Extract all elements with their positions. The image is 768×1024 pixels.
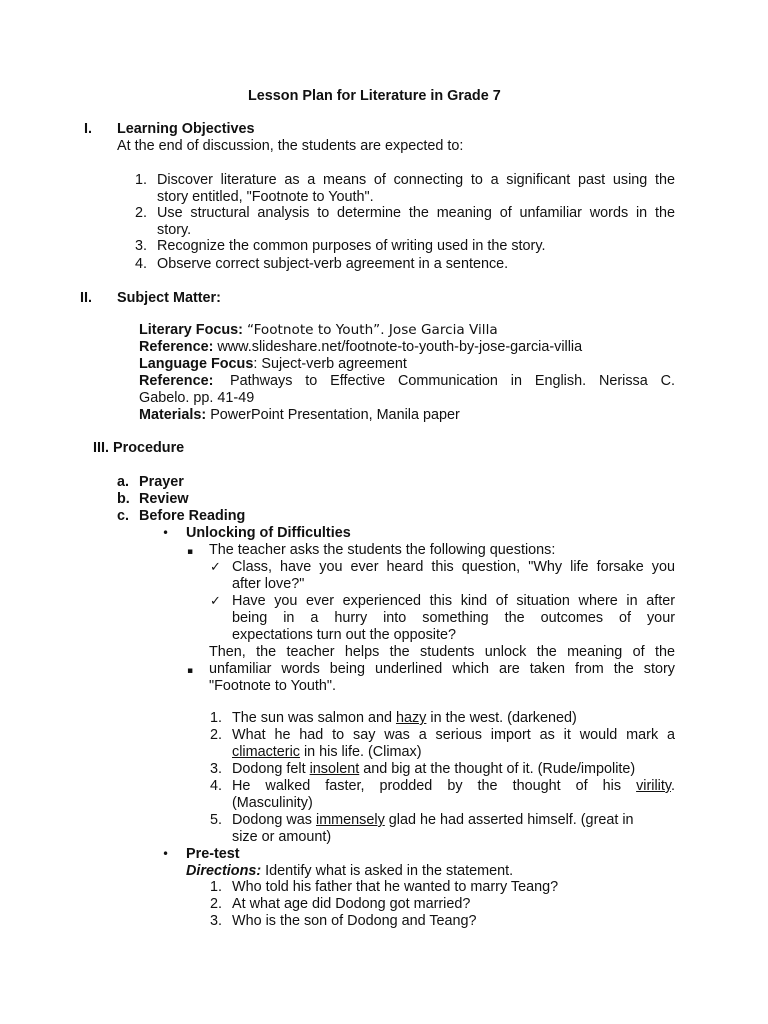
- vocab-1-post: in the west. (darkened): [426, 710, 577, 726]
- question-2-line1: Have you ever experienced this kind of situation where in after: [232, 593, 675, 609]
- objective-4-number: 4.: [135, 256, 148, 272]
- document-title: Lesson Plan for Literature in Grade 7: [248, 88, 501, 104]
- vocab-4-line2: (Masculinity): [232, 795, 313, 811]
- vocab-2-word: climacteric: [232, 744, 300, 760]
- vocab-3-number: 3.: [210, 761, 223, 777]
- vocab-1-word: hazy: [395, 710, 427, 726]
- section-1-number: I.: [84, 121, 92, 137]
- unlocking-heading: Unlocking of Difficulties: [186, 525, 351, 541]
- teacher-asks-text: The teacher asks the students the following questions:: [209, 542, 556, 558]
- vocab-1-pre: The sun was salmon and: [232, 710, 396, 726]
- pretest-q2-text: At what age did Dodong got married?: [232, 896, 471, 912]
- vocab-3-word: insolent: [309, 761, 360, 777]
- vocab-5-line1: [232, 812, 634, 829]
- section-1-intro: At the end of discussion, the students are expected to:: [117, 138, 464, 154]
- vocab-5-word: immensely: [316, 812, 385, 828]
- vocab-3-post: and big at the thought of it. (Rude/impolite): [359, 761, 636, 777]
- vocab-5-post: glad he had asserted himself. (great in: [384, 812, 634, 828]
- language-focus-line: [139, 356, 407, 373]
- pretest-q2-number: 2.: [210, 896, 223, 912]
- question-2-line2: being in a hurry into something the outcomes of your: [232, 610, 675, 626]
- objective-2-number: 2.: [135, 205, 148, 221]
- objective-3-text: Recognize the common purposes of writing used in the story.: [157, 238, 546, 254]
- objective-3-number: 3.: [135, 238, 148, 254]
- section-1-heading: Learning Objectives: [117, 121, 255, 137]
- square-bullet-icon: ▪: [187, 666, 194, 676]
- vocab-4-pre: He walked faster, prodded by the thought of his: [232, 778, 637, 794]
- objective-1-number: 1.: [135, 172, 148, 188]
- pretest-q3-number: 3.: [210, 913, 223, 929]
- reference-2-label: [139, 373, 213, 390]
- objective-1-line1: Discover literature as a means of connecting to a significant past using the: [157, 172, 675, 188]
- question-1-line1: Class, have you ever heard this question, "Why life forsake you: [232, 559, 675, 575]
- vocab-4-number: 4.: [210, 778, 223, 794]
- procedure-c-label: Before Reading: [139, 508, 246, 524]
- procedure-a-label: Prayer: [139, 474, 184, 490]
- objective-1-line2: story entitled, "Footnote to Youth".: [157, 189, 374, 205]
- literary-focus-value: “Footnote to Youth”. Jose Garcia Villa: [246, 322, 498, 338]
- vocab-5-pre: Dodong was: [232, 812, 316, 828]
- objective-2-line2: story.: [157, 222, 192, 238]
- vocab-3-line: [232, 761, 635, 778]
- objective-2-line1: Use structural analysis to determine the meaning of unfamiliar words in the: [157, 205, 675, 221]
- vocab-3-pre: Dodong felt: [232, 761, 310, 777]
- literary-focus-label: Literary Focus:: [139, 322, 243, 338]
- section-3-heading: III. Procedure: [93, 440, 185, 456]
- directions-label: Directions:: [186, 863, 262, 879]
- materials-line: [139, 407, 460, 424]
- procedure-a-letter: a.: [117, 474, 130, 490]
- then-line3: "Footnote to Youth".: [209, 678, 337, 694]
- objective-4-text: Observe correct subject-verb agreement in a sentence.: [157, 256, 509, 272]
- section-2-heading: Subject Matter:: [117, 290, 221, 306]
- reference-1-label: Reference:: [139, 339, 214, 355]
- vocab-2-line2: [232, 744, 422, 761]
- vocab-1-line: [232, 710, 577, 727]
- reference-1-line: [139, 339, 582, 356]
- directions-line: [186, 863, 513, 880]
- vocab-1-number: 1.: [210, 710, 223, 726]
- pretest-q1-number: 1.: [210, 879, 223, 895]
- literary-focus-line: [139, 322, 498, 339]
- then-line1: Then, the teacher helps the students unlock the meaning of the: [209, 644, 675, 660]
- vocab-4-line1: [232, 778, 675, 795]
- procedure-c-letter: c.: [117, 508, 130, 524]
- materials-label: Materials:: [139, 407, 207, 423]
- square-bullet-icon: ▪: [187, 547, 194, 557]
- directions-text: Identify what is asked in the statement.: [261, 863, 514, 879]
- vocab-4-word: virility: [636, 778, 671, 794]
- vocab-5-number: 5.: [210, 812, 223, 828]
- check-icon: ✓: [210, 594, 221, 609]
- bullet-icon: •: [162, 526, 170, 540]
- language-focus-value: : Suject-verb agreement: [253, 356, 407, 372]
- vocab-2-post: in his life. (Climax): [299, 744, 422, 760]
- procedure-b-label: Review: [139, 491, 189, 507]
- procedure-b-letter: b.: [117, 491, 130, 507]
- pretest-q1-text: Who told his father that he wanted to marry Teang?: [232, 879, 559, 895]
- section-2-number: II.: [80, 290, 92, 306]
- then-line2: unfamiliar words being underlined which are taken from the story: [209, 661, 675, 677]
- reference-2-line2: Gabelo. pp. 41-49: [139, 390, 255, 406]
- reference-1-value: www.slideshare.net/footnote-to-youth-by-jose-garcia-villia: [217, 339, 583, 355]
- question-1-line2: after love?": [232, 576, 305, 592]
- pretest-q3-text: Who is the son of Dodong and Teang?: [232, 913, 477, 929]
- language-focus-label: Language Focus: [139, 356, 254, 372]
- vocab-5-line2: size or amount): [232, 829, 332, 845]
- question-2-line3: expectations turn out the opposite?: [232, 627, 457, 643]
- materials-value: PowerPoint Presentation, Manila paper: [210, 407, 460, 423]
- vocab-2-line1: What he had to say was a serious import as it would mark a: [232, 727, 675, 743]
- bullet-icon: •: [162, 847, 170, 861]
- vocab-4-post: .: [671, 778, 675, 794]
- reference-2-label-text: Reference:: [139, 373, 214, 389]
- check-icon: ✓: [210, 560, 221, 575]
- reference-2-line1: Pathways to Effective Communication in English. Nerissa C.: [230, 373, 675, 389]
- pretest-heading: Pre-test: [186, 846, 240, 862]
- vocab-2-number: 2.: [210, 727, 223, 743]
